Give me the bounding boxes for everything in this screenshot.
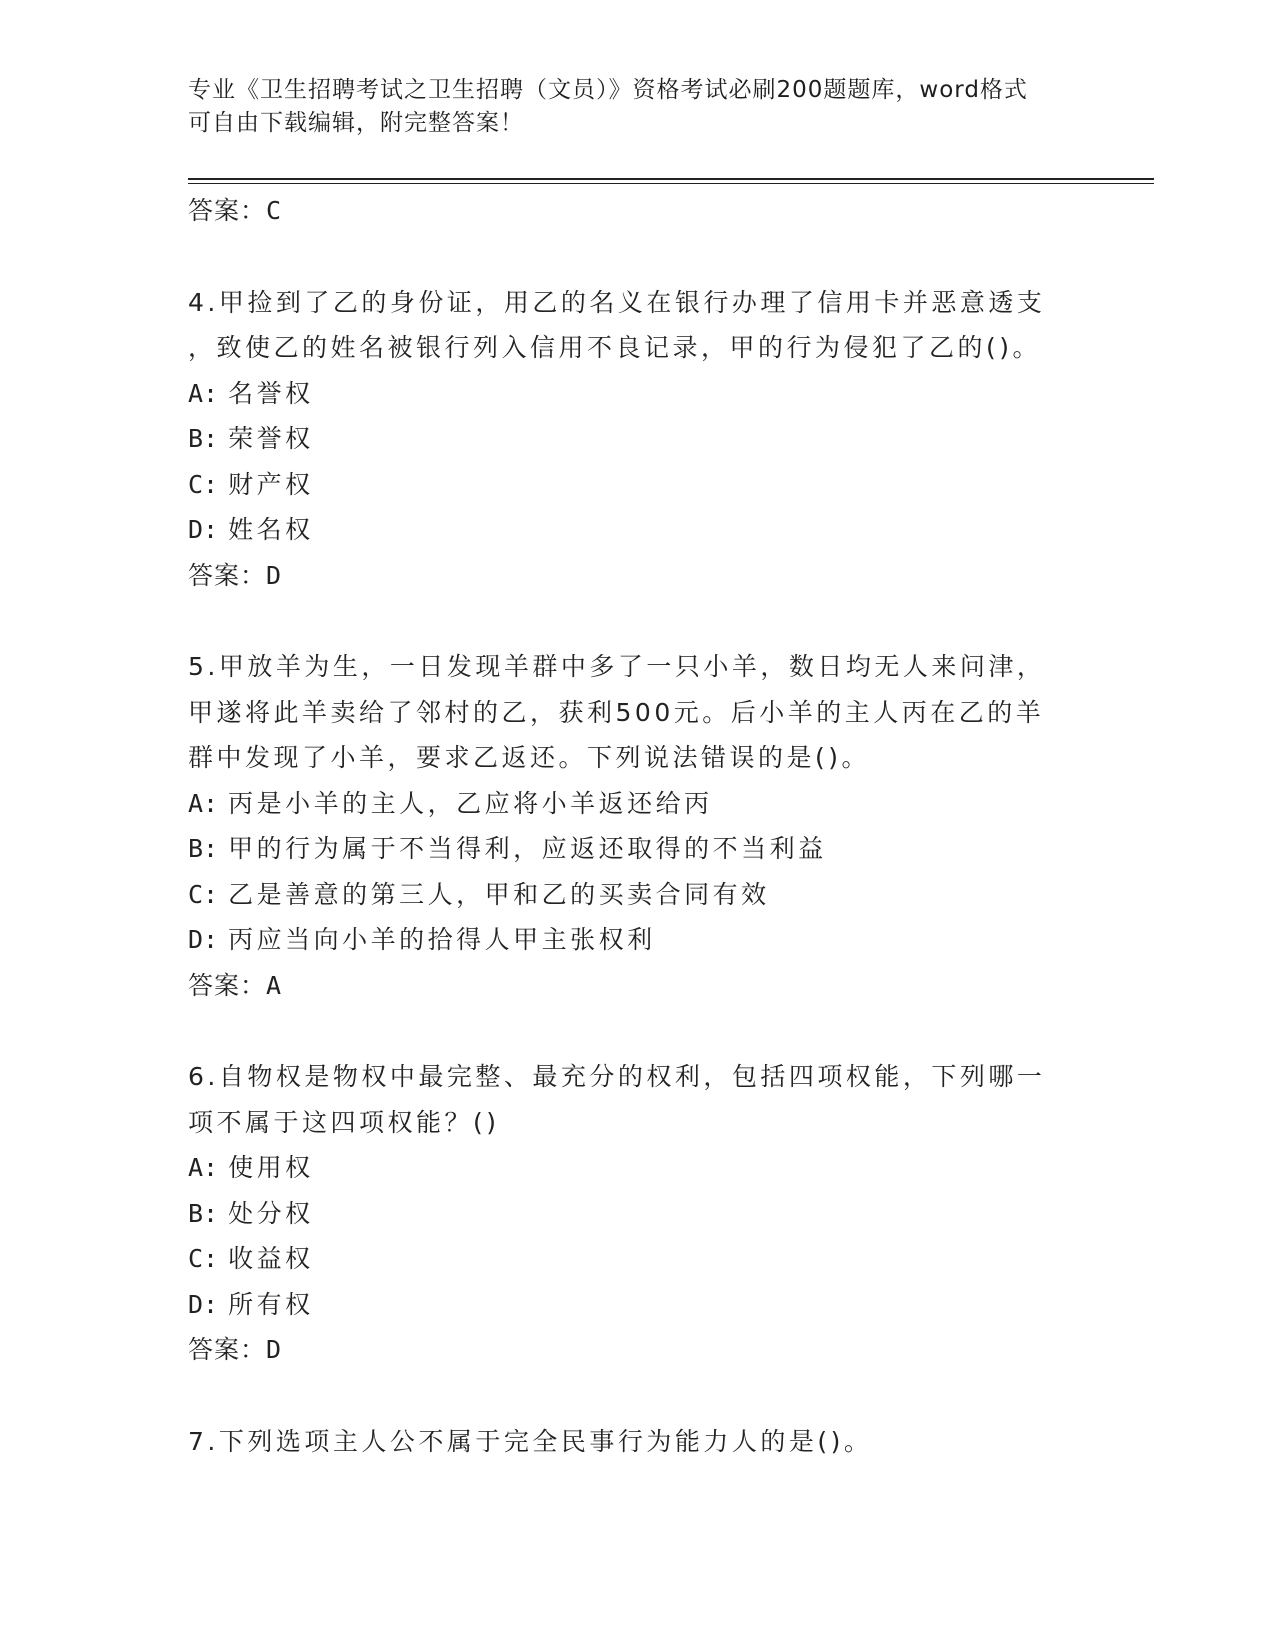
answer-line bbox=[188, 1327, 1068, 1373]
option-a bbox=[188, 1145, 1068, 1191]
header-line-2: 可自由下载编辑，附完整答案！ bbox=[188, 110, 524, 136]
spacer bbox=[188, 1008, 1068, 1054]
answer-line bbox=[188, 963, 1068, 1009]
option-key: B: bbox=[188, 424, 219, 453]
option-c bbox=[188, 872, 1068, 918]
option-a bbox=[188, 371, 1068, 417]
option-d bbox=[188, 917, 1068, 963]
document-header bbox=[188, 74, 1068, 140]
header-line-1: 专业《卫生招聘考试之卫生招聘（文员）》资格考试必刷200题题库，word格式 bbox=[188, 77, 1028, 103]
option-key: C: bbox=[188, 1244, 219, 1273]
option-key: A: bbox=[188, 1153, 219, 1182]
answer-line bbox=[188, 553, 1068, 599]
spacer bbox=[188, 234, 1068, 280]
answer-label: 答案： bbox=[188, 970, 267, 1000]
question-text-line: 项不属于这四项权能？() bbox=[188, 1107, 500, 1137]
option-text: 收益权 bbox=[228, 1244, 314, 1273]
answer-value: C bbox=[266, 196, 283, 225]
option-key: B: bbox=[188, 1198, 219, 1228]
answer-label: 答案： bbox=[188, 560, 267, 590]
option-key: D: bbox=[188, 515, 219, 544]
question-text-line: 群中发现了小羊，要求乙返还。下列说法错误的是()。 bbox=[188, 743, 871, 772]
question-4 bbox=[188, 280, 1068, 599]
header-rule-thin bbox=[188, 183, 1154, 184]
option-d bbox=[188, 507, 1068, 553]
option-a bbox=[188, 781, 1068, 827]
option-text: 荣誉权 bbox=[228, 424, 314, 453]
option-key: C: bbox=[188, 879, 219, 909]
question-list bbox=[188, 188, 1068, 1464]
question-5 bbox=[188, 644, 1068, 1008]
option-b bbox=[188, 1191, 1068, 1237]
question-text-line: 6.自物权是物权中最完整、最充分的权利，包括四项权能，下列哪一 bbox=[188, 1062, 1046, 1091]
option-key: D: bbox=[188, 925, 219, 954]
answer-label: 答案： bbox=[188, 1335, 267, 1364]
option-text: 丙是小羊的主人，乙应将小羊返还给丙 bbox=[228, 788, 713, 818]
answer-label: 答案： bbox=[188, 196, 267, 225]
option-text: 丙应当向小羊的拾得人甲主张权利 bbox=[228, 925, 656, 954]
option-key: C: bbox=[188, 469, 219, 499]
option-text: 甲的行为属于不当得利，应返还取得的不当利益 bbox=[228, 834, 827, 863]
option-text: 名誉权 bbox=[228, 378, 314, 408]
option-b bbox=[188, 826, 1068, 872]
answer-value: D bbox=[266, 560, 283, 590]
answer-value: D bbox=[266, 1335, 283, 1364]
question-text-line: 甲遂将此羊卖给了邻村的乙，获利500元。后小羊的主人丙在乙的羊 bbox=[188, 697, 1045, 727]
option-text: 处分权 bbox=[228, 1198, 314, 1228]
question-text-line: 4.甲捡到了乙的身份证，用乙的名义在银行办理了信用卡并恶意透支 bbox=[188, 287, 1046, 317]
option-d bbox=[188, 1282, 1068, 1328]
spacer bbox=[188, 1373, 1068, 1419]
option-text: 所有权 bbox=[228, 1289, 314, 1319]
option-c bbox=[188, 1236, 1068, 1282]
question-text-line: 7.下列选项主人公不属于完全民事行为能力人的是()。 bbox=[188, 1426, 873, 1456]
option-text: 使用权 bbox=[228, 1153, 314, 1182]
option-key: D: bbox=[188, 1289, 219, 1319]
option-key: B: bbox=[188, 834, 219, 863]
question-6 bbox=[188, 1054, 1068, 1373]
spacer bbox=[188, 598, 1068, 644]
answer-line bbox=[188, 188, 1068, 234]
option-text: 乙是善意的第三人，甲和乙的买卖合同有效 bbox=[228, 879, 770, 909]
option-b bbox=[188, 416, 1068, 462]
option-key: A: bbox=[188, 788, 219, 818]
question-text-line: 5.甲放羊为生，一日发现羊群中多了一只小羊，数日均无人来问津， bbox=[188, 652, 1046, 681]
option-key: A: bbox=[188, 378, 219, 408]
question-text-line: ，致使乙的姓名被银行列入信用不良记录，甲的行为侵犯了乙的()。 bbox=[188, 333, 1042, 362]
option-text: 姓名权 bbox=[228, 515, 314, 544]
question-7 bbox=[188, 1419, 1068, 1465]
option-text: 财产权 bbox=[228, 469, 314, 499]
option-c bbox=[188, 462, 1068, 508]
header-rule-thick bbox=[188, 178, 1154, 180]
answer-value: A bbox=[266, 970, 283, 1000]
